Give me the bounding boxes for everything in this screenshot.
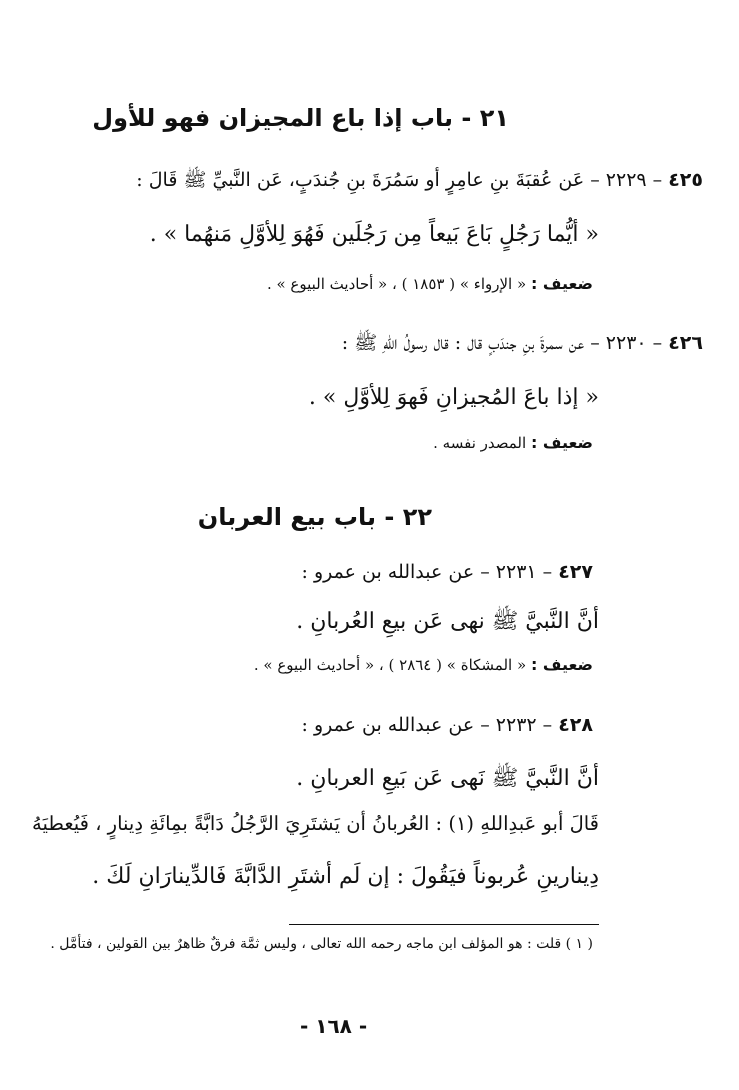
hadith-intro: – ٢٢٢٩ – عَن عُقبَةَ بنِ عامِرٍ أو سَمُرَةَ بنِ جُندَبٍ، عَن النَّبيِّ ﷺ قَالَ :: [136, 169, 663, 191]
hadith-428-matn-line-1: أنَّ النَّبيَّ ﷺ نَهى عَن بَيعِ العربانِ .: [296, 766, 599, 791]
hadith-number: ٤٢٧: [558, 561, 593, 583]
hadith-number: ٤٢٨: [558, 714, 593, 736]
section-heading-21: ٢١ - باب إذا باع المجيزان فهو للأول: [92, 104, 509, 132]
grade-label: ضعيف :: [530, 655, 593, 674]
grade-text: « الإرواء » ( ١٨٥٣ ) ، « أحاديث البيوع » .: [266, 275, 527, 293]
hadith-425-matn: « أيُّما رَجُلٍ بَاعَ بَيعاً مِن رَجُلَين فَهُوَ لِلأوَّلِ مَنهُما » .: [149, 222, 599, 247]
section-heading-22: ٢٢ - باب بيع العربان: [197, 503, 432, 531]
hadith-428-matn-line-3: دِينارينِ عُربوناً فيَقُولَ : إن لَم أشتَرِ الدَّابَّةَ فَالدِّينارَانِ لَكَ .: [92, 864, 599, 889]
grade-label: ضعيف :: [530, 274, 593, 293]
grade-text: المصدر نفسه .: [433, 434, 527, 452]
hadith-426-grade: [433, 433, 593, 452]
hadith-428-matn-line-2: قَالَ أبو عَبدِاللهِ (١) : العُربانُ أن يَشتَرِيَ الرَّجُلُ دَابَّةً بمِائَةِ دِينارٍ ، فَيُعطيَهُ: [32, 812, 599, 835]
hadith-number: ٤٢٦: [668, 332, 703, 354]
hadith-427-grade: [254, 655, 593, 674]
hadith-425-grade: [267, 274, 593, 293]
grade-text: « المشكاة » ( ٢٨٦٤ ) ، « أحاديث البيوع » .: [253, 656, 527, 674]
hadith-427-header: [302, 561, 593, 583]
hadith-intro: – ٢٢٣٠ – عن سمرةَ بنِ جندَبٍ قال : قال رسولُ اللهِ ﷺ :: [341, 332, 663, 354]
grade-label: ضعيف :: [530, 433, 593, 452]
hadith-number: ٤٢٥: [668, 169, 703, 191]
hadith-425-header: [136, 168, 703, 196]
page-number: - ١٦٨ -: [300, 1014, 368, 1038]
hadith-426-header: [342, 331, 703, 359]
hadith-426-matn: « إذا باعَ المُجيزانِ فَهوَ لِلأوَّلِ » .: [308, 385, 599, 410]
hadith-427-matn: أنَّ النَّبيَّ ﷺ نهى عَن بيعِ العُربانِ .: [296, 609, 599, 634]
footnote-separator: [289, 924, 599, 925]
hadith-intro: – ٢٢٣١ – عن عبدالله بن عمرو :: [301, 561, 553, 583]
footnote: ( ١ ) قلت : هو المؤلف ابن ماجه رحمه الله تعالى ، وليس ثمَّة فرقٌ ظاهرٌ بين القولين ، فتأمَّل .: [50, 936, 593, 952]
hadith-428-header: [302, 714, 593, 736]
hadith-intro: – ٢٢٣٢ – عن عبدالله بن عمرو :: [301, 714, 553, 736]
